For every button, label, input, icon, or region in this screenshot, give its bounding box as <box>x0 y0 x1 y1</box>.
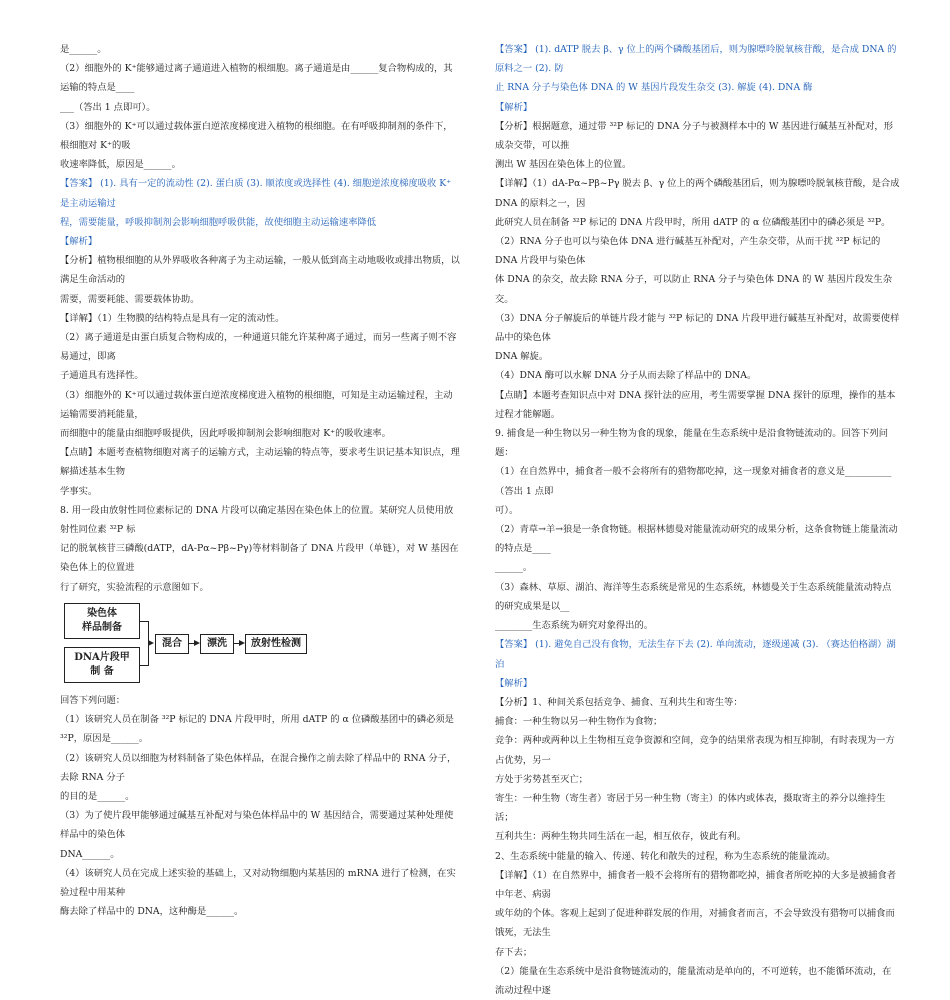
text-line: 互利共生：两种生物共同生活在一起，相互依存，彼此有利。 <box>495 831 747 843</box>
right-column <box>495 40 900 1000</box>
text-line: 竞争：两种或两种以上生物相互竞争资源和空间，竞争的结果常表现为相互抑制，有时表现为一方占优势，另一 <box>495 735 895 766</box>
text-line: DNA______。 <box>60 848 120 860</box>
text-line: 存下去； <box>495 946 533 958</box>
text-line: 方处于劣势甚至灭亡； <box>495 773 588 785</box>
text-line: 【点睛】本题考查植物细胞对离子的运输方式，主动运输的特点等，要求考生识记基本知识点，理解描述基本生物 <box>60 447 460 478</box>
left-column <box>60 40 460 921</box>
text-line: 9. 捕食是一种生物以另一种生物为食的现象，能量在生态系统中是沿食物链流动的。回答下列问题： <box>495 428 888 459</box>
text-line: （2）青草→羊→狼是一条食物链。根据林德曼对能量流动研究的成果分析，这条食物链上能量流动的特点是____ <box>495 524 898 555</box>
wash-box: 漂洗 <box>200 634 234 654</box>
text-line: 回答下列问题： <box>60 694 126 706</box>
text-line: 【分析】植物根细胞的从外界吸收各种离子为主动运输，一般从低到高主动地吸收或排出物质，以满足生命活动的 <box>60 255 460 286</box>
text-line: 8. 用一段由放射性同位素标记的 DNA 片段可以确定基因在染色体上的位置。某研究人员使用放射性同位素 ³²P 标 <box>60 504 454 536</box>
text-line: （3）细胞外的 K⁺可以通过载体蛋白逆浓度梯度进入植物的根细胞。在有呼吸抑制剂的条件下，根细胞对 K⁺的吸 <box>60 120 453 152</box>
answer-line: 【答案】 (1). 避免自己没有食物，无法生存下去 (2). 单向流动，逐级递减 (3). （赛达伯格湖）湖泊 <box>495 639 896 670</box>
detection-box: 放射性检测 <box>245 634 307 654</box>
text-line: 收速率降低，原因是______。 <box>60 159 181 171</box>
text-line: 测出 W 基因在染色体上的位置。 <box>495 159 632 171</box>
text-line: 寄生：一种生物（寄生者）寄居于另一种生物（寄主）的体内或体表，摄取寄主的养分以维持生活； <box>495 792 886 824</box>
text-line: ________生态系统为研究对象得出的。 <box>495 620 654 632</box>
dna-fragment-box: DNA片段甲 制 备 <box>64 647 140 683</box>
section-heading: 【解析】 <box>495 677 533 689</box>
connector <box>140 665 148 666</box>
text-line: 可）。 <box>495 504 519 516</box>
text-line: 【详解】（1）在自然界中，捕食者一般不会将所有的猎物都吃掉，捕食者所吃掉的大多是被捕食者中年老、病弱 <box>495 869 897 900</box>
text-line: （3）森林、草原、湖泊、海洋等生态系统是常见的生态系统，林德曼关于生态系统能量流动特点的研究成果是以__ <box>495 581 892 612</box>
text-line: 行了研究，实验流程的示意图如下。 <box>60 581 209 593</box>
text-line: （3）细胞外的 K⁺可以通过载体蛋白逆浓度梯度进入植物的根细胞，可知是主动运输过程，主动运输需要消耗能量， <box>60 389 453 420</box>
text-line: （4）该研究人员在完成上述实验的基础上，又对动物细胞内某基因的 mRNA 进行了检测，在实验过程中用某种 <box>60 867 456 898</box>
answer-line: 【答案】 (1). 具有一定的流动性 (2). 蛋白质 (3). 顺浓度或选择性 (4). 细胞逆浓度梯度吸收 K⁺是主动运输过 <box>60 178 452 209</box>
section-heading: 【解析】 <box>60 236 98 248</box>
text-line: DNA 解旋。 <box>495 351 549 363</box>
text-line: （2）该研究人员以细胞为材料制备了染色体样品，在混合操作之前去除了样品中的 RNA 分子，去除 RNA 分子 <box>60 752 457 783</box>
text-line: 捕食：一种生物以另一种生物作为食物； <box>495 716 663 728</box>
text-line: （2）离子通道是由蛋白质复合物构成的，一种通道只能允许某种离子通过，而另一些离子则不容易通过，即离 <box>60 332 457 363</box>
text-line: （2）细胞外的 K⁺能够通过离子通道进入植物的根细胞。离子通道是由______复合物构成的，其运输的特点是____ <box>60 63 453 94</box>
text-line: 酶去除了样品中的 DNA，这种酶是______。 <box>60 906 244 918</box>
connector <box>140 621 148 622</box>
text-line: （2）RNA 分子也可以与染色体 DNA 进行碱基互补配对，产生杂交带，从而干扰 ³²P 标记的 DNA 片段甲与染色体 <box>495 236 881 267</box>
answer-line: 程，需要能量，呼吸抑制剂会影响细胞呼吸供能，故使细胞主动运输速率降低 <box>60 216 377 228</box>
text-line: 【分析】1、种间关系包括竞争、捕食、互利共生和寄生等： <box>495 696 743 708</box>
text-line: 【点睛】本题考查知识点中对 DNA 探针法的应用，考生需要掌握 DNA 探针的原理，操作的基本过程才能解题。 <box>495 389 896 420</box>
chromosome-sample-box: 染色体 样品制备 <box>64 603 140 639</box>
answer-line: 止 RNA 分子与染色体 DNA 的 W 基因片段发生杂交 (3). 解旋 (4). DNA 酶 <box>495 82 813 94</box>
section-heading: 【解析】 <box>495 101 533 113</box>
text-line: 体 DNA 的杂交，故去除 RNA 分子，可以防止 RNA 分子与染色体 DNA 的 W 基因片段发生杂交。 <box>495 274 893 305</box>
text-line: 子通道具有选择性。 <box>60 370 144 382</box>
text-line: （1）该研究人员在制备 ³²P 标记的 DNA 片段甲时，所用 dATP 的 α 位磷酸基团中的磷必须是 ³²P，原因是______。 <box>60 714 454 745</box>
text-line: 此研究人员在制备 ³²P 标记的 DNA 片段甲时，所用 dATP 的 α 位磷酸基团中的磷必须是 ³²P。 <box>495 216 891 228</box>
text-line: 的目的是______。 <box>60 790 135 802</box>
text-line: 【详解】（1）生物膜的结构特点是具有一定的流动性。 <box>60 312 285 324</box>
text-line: （3）DNA 分子解旋后的单链片段才能与 ³²P 标记的 DNA 片段甲进行碱基互补配对，故需要使样品中的染色体 <box>495 312 900 344</box>
arrow-icon <box>148 640 154 646</box>
text-line: 【分析】根据题意，通过带 ³²P 标记的 DNA 分子与被测样本中的 W 基因进行碱基互补配对，形成杂交带，可以推 <box>495 120 893 152</box>
experiment-flowchart <box>60 601 460 685</box>
text-line: 2、生态系统中能量的输入、传递、转化和散失的过程，称为生态系统的能量流动。 <box>495 850 836 862</box>
text-line: 记的脱氧核苷三磷酸(dATP，dA-Pα~Pβ~Pγ)等材料制备了 DNA 片段甲（单链），对 W 基因在染色体上的位置进 <box>60 543 459 574</box>
text-line: （3）为了使片段甲能够通过碱基互补配对与染色体样品中的 W 基因结合，需要通过某种处理使样品中的染色体 <box>60 810 454 841</box>
text-line: 或年幼的个体。客观上起到了促进种群发展的作用，对捕食者而言，不会导致没有猎物可以捕食而饿死，无法生 <box>495 908 895 939</box>
text-line: （1）在自然界中，捕食者一般不会将所有的猎物都吃掉，这一现象对捕食者的意义是__________（答出 1 点即 <box>495 466 892 497</box>
text-line: ___（答出 1 点即可）。 <box>60 101 156 113</box>
text-line: （2）能量在生态系统中是沿食物链流动的，能量流动是单向的，不可逆转，也不能循环流动，在流动过程中逐 <box>495 965 892 996</box>
text-line: 需要，需要耗能、需要载体协助。 <box>60 293 200 305</box>
text-line: 学事实。 <box>60 485 98 497</box>
text-line: 是______。 <box>60 44 107 55</box>
answer-line: 【答案】 (1). dATP 脱去 β、γ 位上的两个磷酸基团后，则为腺嘌呤脱氧核苷酸，是合成 DNA 的原料之一 (2). 防 <box>495 44 897 75</box>
text-line: 【详解】（1）dA-Pα~Pβ~Pγ 脱去 β、γ 位上的两个磷酸基团后，则为腺嘌呤脱氧核苷酸，是合成 DNA 的原料之一，因 <box>495 178 900 209</box>
text-line: （4）DNA 酶可以水解 DNA 分子从而去除了样品中的 DNA。 <box>495 370 757 382</box>
text-line: 而细胞中的能量由细胞呼吸提供，因此呼吸抑制剂会影响细胞对 K⁺的吸收速率。 <box>60 428 391 440</box>
mix-box: 混合 <box>155 634 189 654</box>
text-line: ______。 <box>495 562 533 574</box>
